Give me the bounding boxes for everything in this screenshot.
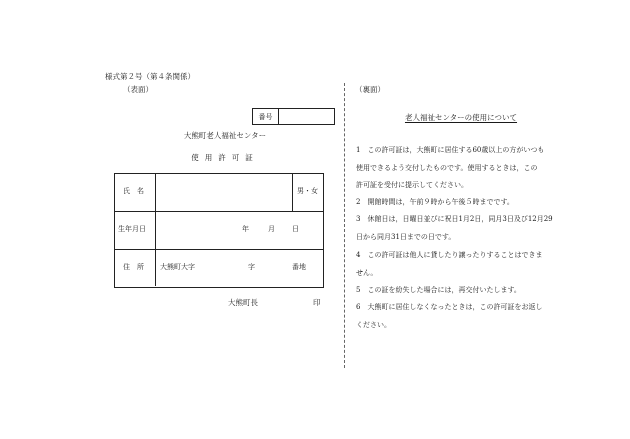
name-row — [115, 174, 323, 212]
dob-day: 日 — [292, 225, 299, 233]
facility-name: 大熊町老人福祉センター — [183, 131, 267, 140]
note-line: 日から同月31日までの日です。 — [356, 233, 456, 241]
front-side-label: （表面） — [123, 85, 153, 94]
note-line: 3 休館日は，日曜日並びに祝日1月2日，同月3日及び12月29 — [356, 215, 553, 223]
note-line: 許可証を受付に提示してください。 — [356, 181, 468, 189]
gender-label: 男・女 — [297, 187, 318, 195]
note-line: 1 この許可証は，大熊町に居住する60歳以上の方がいつも — [356, 146, 545, 154]
mayor-label: 大熊町長 — [228, 298, 258, 307]
back-side-label: （裏面） — [355, 85, 385, 94]
seal-mark: 印 — [313, 298, 321, 307]
address-banchi: 番地 — [292, 263, 306, 271]
address-aza: 字 — [248, 263, 255, 271]
address-label: 住 所 — [123, 263, 144, 271]
permit-title: 使用許可証 — [191, 153, 259, 162]
dob-label: 生年月日 — [118, 225, 146, 233]
back-title: 老人福祉センターの使用について — [404, 113, 518, 122]
note-line: 使用できるよう交付したものです。使用するときは，この — [356, 164, 538, 172]
address-row — [115, 249, 323, 286]
address-town: 大熊町大字 — [160, 263, 195, 271]
note-line: 6 大熊町に居住しなくなったときは，この許可証をお返し — [356, 303, 543, 311]
note-line: せん。 — [356, 269, 378, 277]
number-box — [252, 108, 335, 125]
info-table — [114, 173, 324, 288]
number-label: 番号 — [253, 109, 279, 124]
dob-month: 月 — [268, 225, 275, 233]
dob-year: 年 — [242, 225, 249, 233]
form-title: 様式第２号（第４条関係） — [105, 72, 195, 81]
note-line: 5 この証を紛失した場合には，再交付いたします。 — [356, 286, 521, 294]
note-line: 4 この許可証は他人に貸したり譲ったりすることはできま — [356, 251, 543, 259]
name-label: 氏 名 — [123, 187, 144, 195]
dob-row — [115, 211, 323, 250]
note-line: ください。 — [356, 321, 391, 329]
fold-divider — [344, 83, 345, 368]
note-line: 2 開館時間は，午前９時から午後５時までです。 — [356, 198, 514, 206]
